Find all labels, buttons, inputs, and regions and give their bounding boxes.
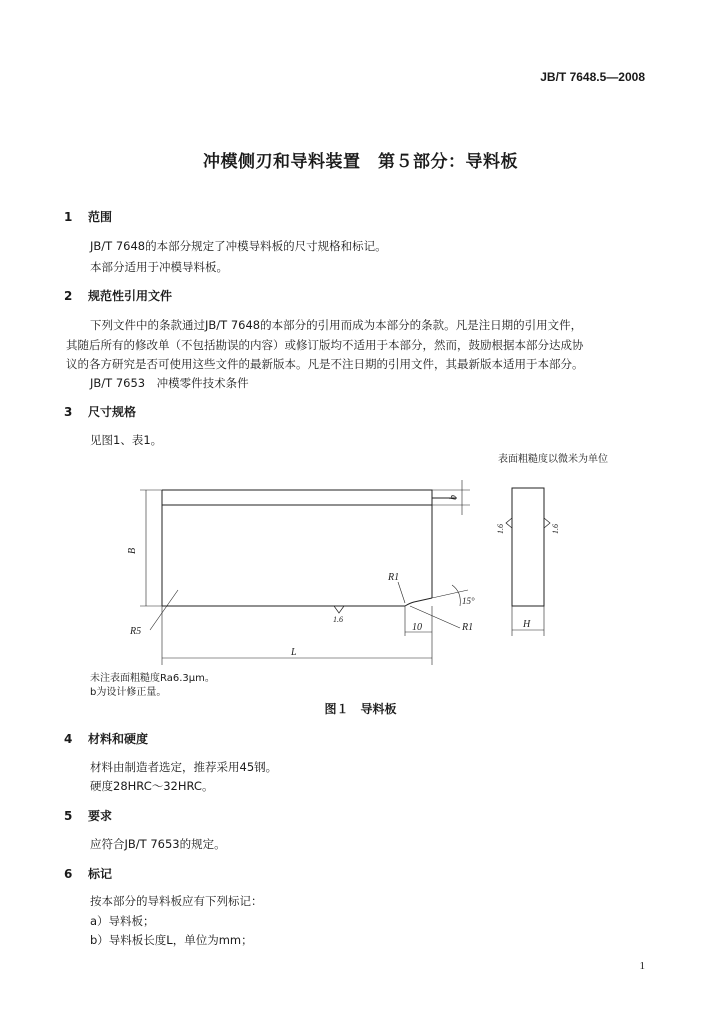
section-3-heading (64, 403, 136, 420)
section-number: 4 (64, 732, 73, 746)
standard-number: JB/T 7648.5—2008 (540, 70, 645, 84)
section-2-line-3: 议的各方研究是否可使用这些文件的最新版本。凡是不注日期的引用文件，其最新版本适用于本部分。 (66, 357, 584, 371)
figure-caption: 图１ 导料板 (324, 702, 397, 716)
label-R1-bottom: R1 (462, 622, 474, 633)
section-2-heading (64, 287, 172, 304)
section-4-heading (64, 730, 148, 747)
roughness-mark-right (544, 518, 550, 528)
label-ra-right: 1.6 (551, 524, 560, 534)
guide-plate-drawing (0, 470, 721, 670)
label-10: 10 (412, 622, 422, 633)
section-number: 6 (64, 867, 73, 881)
section-6-item-a: a）导料板； (90, 914, 155, 928)
section-1-paragraph-2: 本部分适用于冲模导料板。 (90, 260, 228, 274)
section-6-item-b: b）导料板长度L，单位为mm； (90, 933, 253, 947)
angle-arc (452, 585, 460, 606)
section-4-paragraph-1: 材料由制造者选定，推荐采用45钢。 (90, 760, 278, 774)
section-number: 3 (64, 405, 73, 419)
label-B: B (127, 547, 138, 554)
roughness-mark-bottom (334, 606, 344, 613)
label-L: L (291, 647, 297, 658)
plate-outline (162, 490, 457, 498)
label-R5: R5 (130, 626, 142, 637)
section-title: 要求 (88, 809, 113, 823)
section-4-paragraph-2: 硬度28HRC～32HRC。 (90, 779, 214, 793)
section-2-reference: JB/T 7653 冲模零件技术条件 (90, 376, 249, 390)
label-b: b (448, 495, 459, 500)
section-2-line-2: 其随后所有的修改单（不包括勘误的内容）或修订版均不适用于本部分，然而，鼓励根据本部分达成协 (66, 338, 584, 352)
section-number: 1 (64, 210, 73, 224)
document-title: 冲模侧刃和导料装置 第５部分：导料板 (203, 152, 518, 172)
section-2-line-1: 下列文件中的条款通过JB/T 7648的本部分的引用而成为本部分的条款。凡是注日期的引用文件， (90, 318, 583, 332)
section-6-paragraph-1: 按本部分的导料板应有下列标记： (90, 894, 263, 908)
roughness-unit-note: 表面粗糙度以微米为单位 (498, 454, 608, 465)
label-H: H (523, 619, 531, 630)
section-title: 材料和硬度 (88, 732, 149, 746)
R5-leader (150, 590, 178, 630)
label-angle: 15° (462, 596, 475, 606)
side-view-rect (512, 488, 544, 606)
section-number: 2 (64, 289, 73, 303)
section-5-paragraph-1: 应符合JB/T 7653的规定。 (90, 837, 226, 851)
section-5-heading (64, 807, 112, 824)
figure-note-1: 未注表面粗糙度Ra6.3μm。 (90, 673, 215, 684)
roughness-mark-left (506, 518, 512, 528)
section-3-paragraph-1: 见图1、表1。 (90, 433, 163, 447)
section-6-heading (64, 865, 112, 882)
figure-note-2: b为设计修正量。 (90, 687, 167, 698)
plate-chamfer (405, 598, 432, 606)
R1-top-leader (398, 582, 405, 603)
section-title: 尺寸规格 (88, 405, 137, 419)
section-title: 规范性引用文件 (88, 289, 173, 303)
label-ra-bottom: 1.6 (333, 615, 343, 624)
page-number: 1 (639, 960, 645, 972)
section-title: 范围 (88, 210, 113, 224)
section-title: 标记 (88, 867, 113, 881)
section-1-paragraph-1: JB/T 7648的本部分规定了冲模导料板的尺寸规格和标记。 (90, 239, 387, 253)
section-1-heading (64, 208, 112, 225)
section-number: 5 (64, 809, 73, 823)
label-R1-top: R1 (388, 572, 400, 583)
label-ra-left: 1.6 (496, 524, 505, 534)
